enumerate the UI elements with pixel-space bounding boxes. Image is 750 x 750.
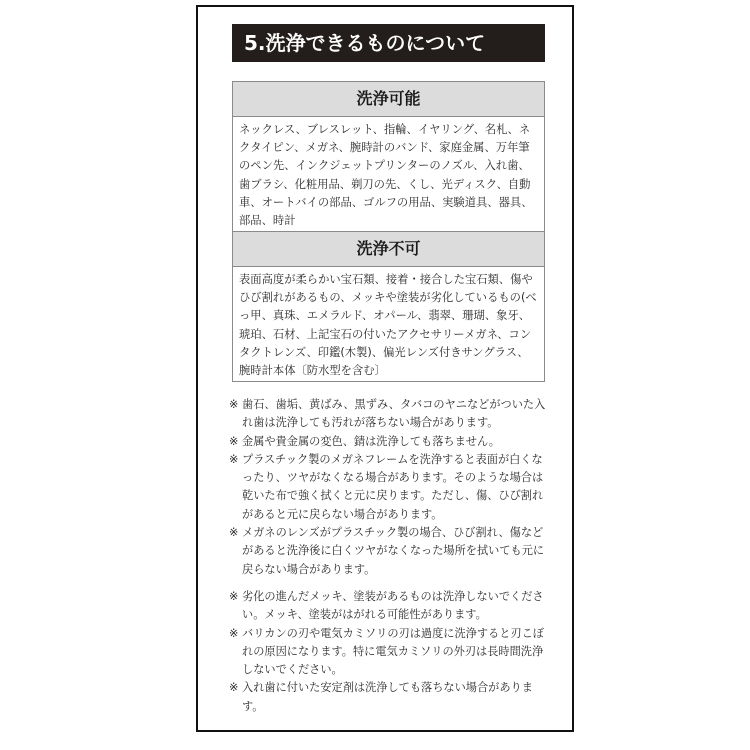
washable-table xyxy=(232,81,545,232)
note-text: 劣化の進んだメッキ、塗装があるものは洗浄しないでください。メッキ、塗装がはがれる可能性があります。 xyxy=(242,589,544,622)
instruction-panel xyxy=(196,5,574,732)
not-washable-table xyxy=(232,231,545,382)
not-washable-heading: 洗浄不可 xyxy=(233,232,544,267)
note-item xyxy=(229,625,551,680)
note-item xyxy=(229,451,551,524)
note-text: 入れ歯に付いた安定剤は洗浄しても落ちない場合があります。 xyxy=(242,681,533,713)
note-text: バリカンの刃や電気カミソリの刃は過度に洗浄すると刃こぼれの原因になります。特に電気カミソリの外刃は長時間洗浄しないでください。 xyxy=(242,626,544,677)
note-text: プラスチック製のメガネフレームを洗浄すると表面が白くなったり、ツヤがなくなる場合があります。そのような場合は乾いた布で強く拭くと元に戻ります。ただし、傷、ひび割れがあると元に戻らない場合があります。 xyxy=(242,452,544,521)
note-item xyxy=(229,433,551,451)
note-mark: ※ xyxy=(229,452,239,466)
note-text: 歯石、歯垢、黄ばみ、黒ずみ、タバコのヤニなどがついた入れ歯は洗浄しても汚れが落ちない場合があります。 xyxy=(242,398,546,430)
notes-list xyxy=(229,396,551,716)
note-item xyxy=(229,524,551,579)
note-item xyxy=(229,679,551,716)
note-mark: ※ xyxy=(229,398,239,411)
washable-items: ネックレス、ブレスレット、指輪、イヤリング、名札、ネクタイピン、メガネ、腕時計のバンド、家庭金属、万年筆のペン先、インクジェットプリンターのノズル、入れ歯、歯ブラシ、化粧用品、剃刀の先、くし、光ディスク、自動車、オートバイの部品、ゴルフの用品、実験道具、器具、部品、時計 xyxy=(239,123,533,228)
washable-heading: 洗浄可能 xyxy=(233,82,544,117)
note-item xyxy=(229,588,551,625)
notes-spacer xyxy=(229,579,551,588)
section-title: 5.洗浄できるものについて xyxy=(232,24,545,62)
note-mark: ※ xyxy=(229,681,239,695)
note-mark: ※ xyxy=(229,434,239,448)
note-text: メガネのレンズがプラスチック製の場合、ひび割れ、傷などがあると洗浄後に白くツヤがなくなった場所を拭いても元に戻らない場合があります。 xyxy=(242,526,545,576)
not-washable-items: 表面高度が柔らかい宝石類、接着・接合した宝石類、傷やひび割れがあるもの、メッキや塗装が劣化しているもの(べっ甲、真珠、エメラルド、オパール、翡翠、珊瑚、象牙、琥珀、石材、上記宝石の付いたアクセサリーメガネ、コンタクトレンズ、印鑑(木製)、偏光レンズ付きサングラス、腕時計本体〔防水型を含む〕 xyxy=(239,273,537,378)
note-item xyxy=(229,396,551,433)
note-mark: ※ xyxy=(229,589,239,603)
note-text: 金属や貴金属の変色、錆は洗浄しても落ちません。 xyxy=(242,434,500,448)
note-mark: ※ xyxy=(229,526,239,540)
note-mark: ※ xyxy=(229,626,239,640)
